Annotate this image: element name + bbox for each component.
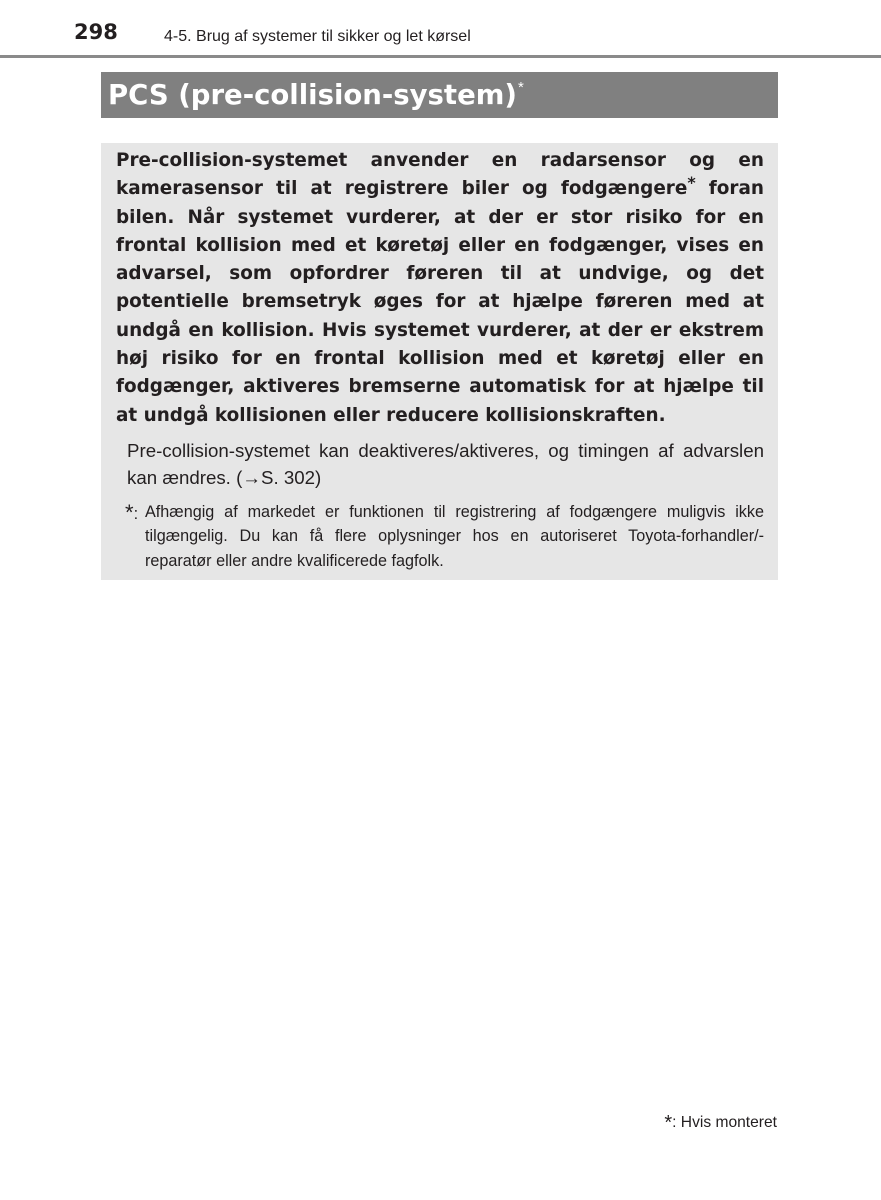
intro-asterisk: * (687, 173, 696, 193)
footnote (125, 500, 764, 573)
intro-box (101, 143, 778, 580)
header-divider (0, 55, 881, 58)
intro-text-part1: Pre-collision-systemet anvender en radarsensor og en kamerasensor til at registrere biler og fodgængere (116, 150, 764, 200)
bottom-footnote (664, 1110, 777, 1133)
title-bar (101, 72, 778, 118)
intro-text-part2: foran bilen. Når systemet vurderer, at der er stor risiko for en frontal kollision med et køretøj eller en fodgænger, vises en advarsel, som opfordrer føreren til at undvige, og det potentielle bremsetryk øges for at hjælpe føreren med at undgå en kollision. Hvis systemet vurderer, at der er ekstrem høj risiko for en frontal kollision med et køretøj eller en fodgænger, aktiveres bremserne automatisk for at hjælpe til at undgå kollisionen eller reducere kollisionskraften. (116, 178, 764, 426)
footnote-text: Afhængig af markedet er funktionen til registrering af fodgængere muligvis ikke tilgængelig. Du kan få flere oplysninger hos en autoriseret Toyota-forhandler/-reparatør eller andre kvalificerede fagfolk. (145, 502, 764, 570)
bottom-footnote-marker: * (664, 1112, 673, 1134)
page-title: PCS (pre-collision-system) (108, 79, 517, 111)
bottom-footnote-text: : Hvis monteret (672, 1114, 777, 1131)
footnote-marker: *: (125, 499, 139, 525)
section-heading: 4-5. Brug af systemer til sikker og let kørsel (164, 28, 471, 45)
settings-note: Pre-collision-systemet kan deaktiveres/aktiveres, og timingen af advarslen kan ændres. (→S. 302) (127, 439, 764, 488)
title-asterisk: * (517, 78, 524, 96)
intro-paragraph (116, 147, 764, 430)
page-number: 298 (74, 20, 118, 44)
